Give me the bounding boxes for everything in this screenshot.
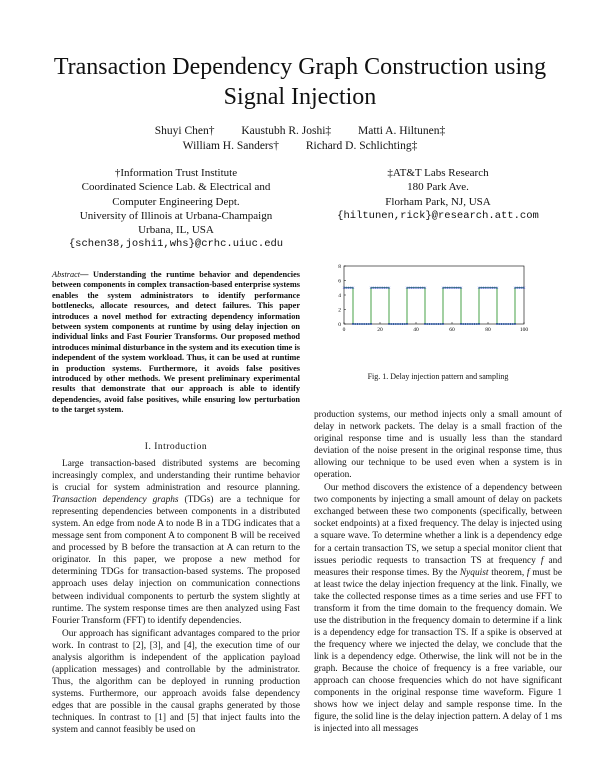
text-run: and measures their response times. By the [314,555,563,578]
y-tick-label: 0 [338,322,341,328]
text-run: Large transaction-based distributed systems are becoming increasingly complex, and understanding their runtime behavior is crucial for system administration and resource planning. [52,459,300,494]
right-column-body [314,409,562,735]
text-run: (TDGs) are a technique for representing dependencies between components in a distributed system. An edge from node A to node B in a TDG indicates that a message sent from component A to component B will be received and processed by B before the transaction at A can return to the originator. In this paper, we propose a new method for determining TDGs for transaction-based systems. The proposed approach uses delay injection on communication connections between individual components to perturb the system slightly at runtime. The system response times are then analyzed using Fast Fourier Transform (FFT) to identify dependencies. [52,495,300,626]
math-variable: f [526,567,530,578]
author-name: Richard D. Schlichting‡ [305,140,418,152]
section-heading: I. Introduction [144,442,208,452]
affiliation-line: University of Illinois at Urbana-Champaign [79,209,273,222]
chart-marks [343,287,525,325]
text-run: must be at least twice the delay injection frequency at the link. Finally, we take the collected response times as a time series and use FFT to transform it from the time domain to the frequency domain. We use the distribution in the frequency domain to determine if a link is a dependency edge for transaction TS. If a spike is observed at the frequency where we injected the delay, we conclude that the link is a dependency edge. Otherwise, the link will not be in the graph. Because the choice of frequency is a free variable, our approach can choose frequencies which do not have significant components in the original response time waveform. Figure 1 shows how we inject delay and sample response time. In the figure, the solid line is the delay injection pattern. A delay of 1 ms is injected into all messages [314,567,563,735]
text-run: Our method discovers the existence of a dependency between two components by injecting a small amount of delay on packets exchanged between these two components (specifically, between socket endpoints) at a fixed frequency. The delay is injected using a square wave. To determine whether a link is a dependency edge for a certain transaction TS, we setup a special monitor client that issues periodic requests to transaction TS at frequency [314,483,562,566]
emphasis: Nyquist [459,567,489,578]
emphasis: Transaction dependency graphs [52,495,179,506]
abstract [52,270,300,416]
x-tick-label: 40 [413,327,419,333]
affiliation-line: Urbana, IL, USA [138,224,214,237]
paragraph [314,482,562,735]
author-line-1 [40,124,560,139]
x-tick-label: 0 [342,327,346,333]
affiliation-name: †Information Trust Institute [114,167,238,179]
affiliation-line: Computer Engineering Dept. [112,195,240,208]
author-name: Shuyi Chen† [154,125,215,137]
affiliation-line: Florham Park, NJ, USA [385,195,491,208]
affiliation-email: {schen38,joshi1,whs}@crhc.uiuc.edu [68,238,284,251]
y-tick-label: 4 [338,293,341,299]
x-tick-label: 80 [485,327,491,333]
paragraph [52,458,300,627]
y-tick-label: 2 [338,307,341,314]
affiliation-line: 180 Park Ave. [407,181,469,194]
y-tick-label: 8 [338,264,341,270]
figure-caption: Fig. 1. Delay injection pattern and sampling [367,372,509,381]
paragraph: Our approach has significant advantages compared to the prior work. In contrast to [2], [3], and [4], the execution time of our analysis algorithm is independent of the application payload (application messages) and controllable by the administrator. Thus, the algorithm can be deployed in running production systems. Furthermore, our approach avoids false dependency edges that are possible in the causal graphs generated by those techniques. In contrast to [1] and [5] that inject faults into the system and cannot feasibly be used on [52,628,300,736]
affiliation-left [52,166,300,252]
left-column-body [52,458,300,736]
math-variable: f [540,555,544,566]
affiliation-line: Coordinated Science Lab. & Electrical and [81,181,271,194]
author-line-2 [40,139,560,154]
y-tick-label: 6 [338,278,341,285]
affiliation-name: ‡AT&T Labs Research [387,167,489,179]
text-run: theorem, [488,567,527,578]
author-name: Matti A. Hiltunen‡ [358,125,446,137]
chart-axes [338,264,528,333]
delay-pattern-line [344,288,524,324]
x-tick-label: 20 [377,327,383,333]
paper-title: Transaction Dependency Graph Construction using Signal Injection [53,54,547,110]
affiliation-email: {hiltunen,rick}@research.att.com [337,209,539,222]
x-tick-label: 60 [449,327,455,333]
affiliation-right [314,166,562,223]
abstract-label: Abstract [52,270,81,279]
abstract-text: — Understanding the runtime behavior and dependencies between components in complex transaction-based enterprise systems enables the system administrators to identify performance bottlenecks, allocate resources, and detect failures. This paper introduces a novel method for extracting dependency information between system components at runtime by using delay injection on individual links and Fast Fourier Transforms. Our proposed method introduces minimal disturbance in the system and its execution time is independent of the system workload. Thus, it can be used at runtime in production systems. Furthermore, it avoids false positives introduced by other methods. We present preliminary experimental results that demonstrate that our approach is able to identify dependencies, avoid false positives, while ensuring low perturbation to the target system. [52,270,300,415]
delay-injection-chart [330,262,530,334]
author-name: Kaustubh R. Joshi‡ [241,125,332,137]
x-tick-label: 100 [519,327,529,333]
paragraph: production systems, our method injects only a small amount of delay in network packets. The delay is a small fraction of the original response time and is usually less than the standard deviation of the noise present in the original response time, thus allowing our technique to be used even when a system is in operation. [314,410,562,481]
author-name: William H. Sanders† [182,140,279,152]
